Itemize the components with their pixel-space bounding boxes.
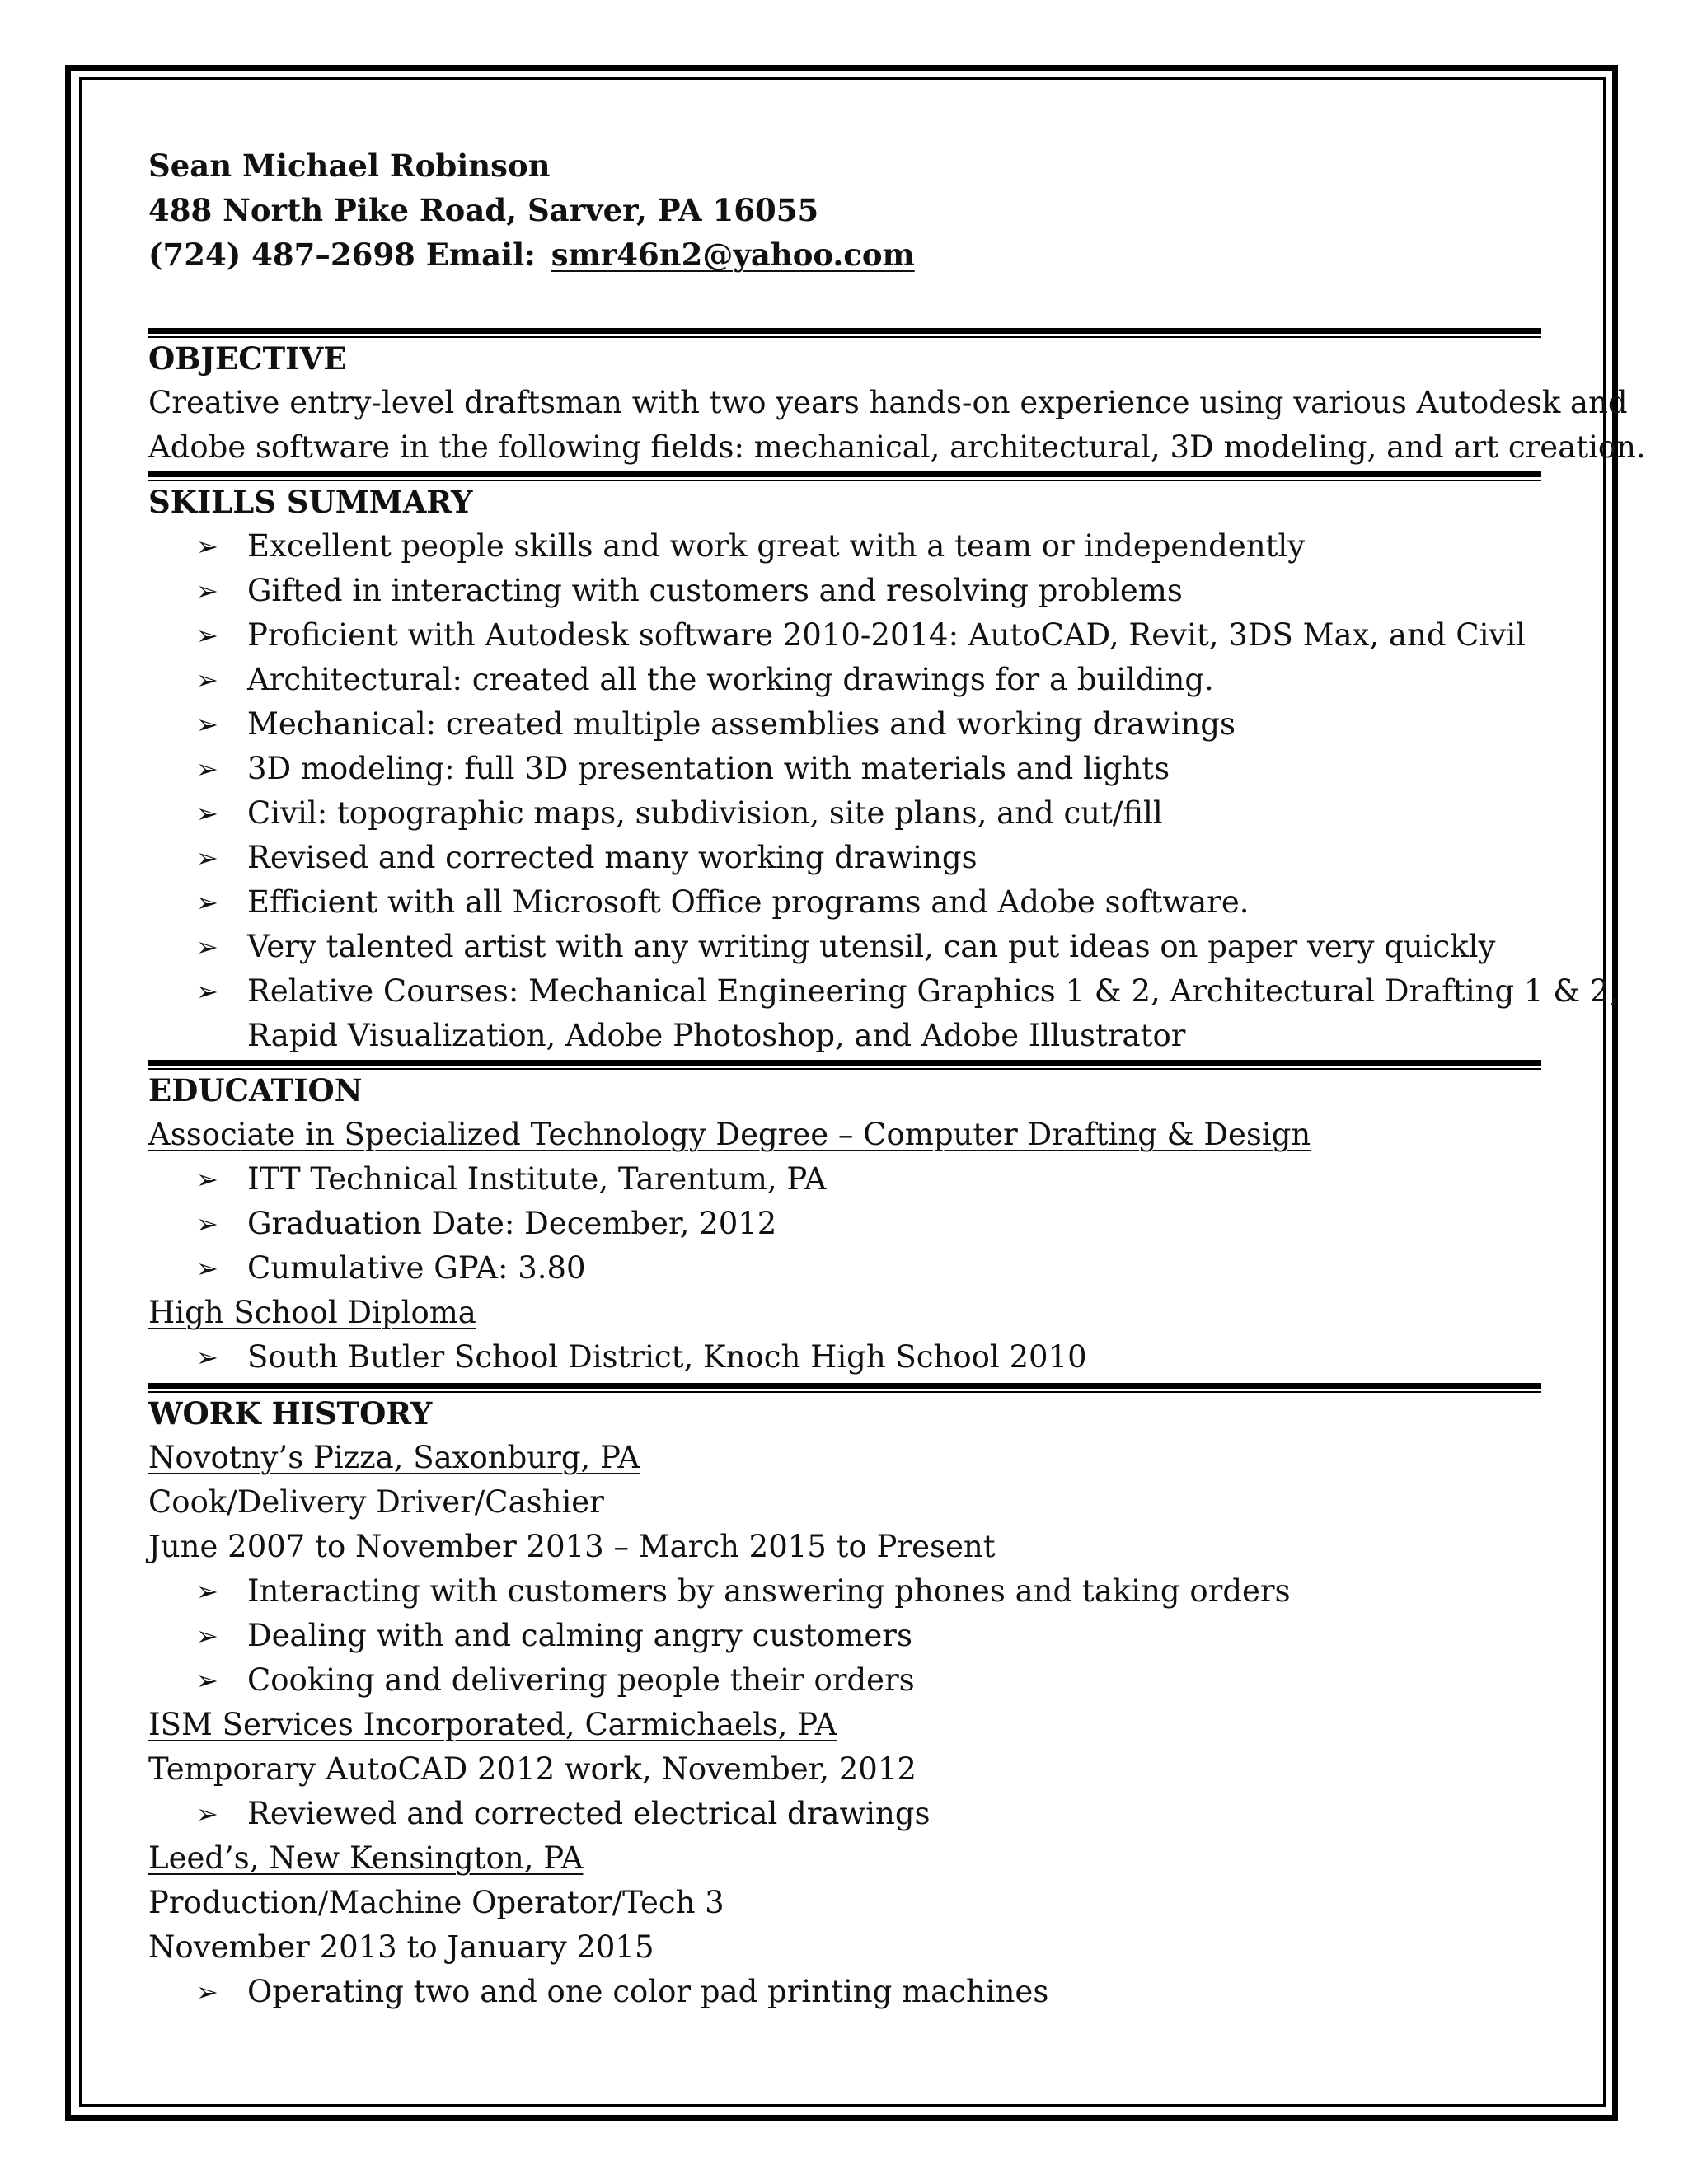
email-link[interactable]: smr46n2@yahoo.com — [551, 237, 915, 273]
job-1-duty-item: Cooking and delivering people their orders — [247, 1662, 915, 1698]
bullet-arrow-icon: ➢ — [196, 1798, 218, 1830]
contact-line — [148, 234, 915, 275]
skills-item: Revised and corrected many working drawings — [247, 840, 978, 875]
job-3-employer: Leed’s, New Kensington, PA — [148, 1840, 584, 1876]
divider-skills — [148, 471, 1541, 481]
bullet-arrow-icon: ➢ — [196, 798, 218, 829]
skills-item: Gifted in interacting with customers and resolving problems — [247, 573, 1183, 608]
degree-item: Graduation Date: December, 2012 — [247, 1206, 777, 1241]
job-2-role: Temporary AutoCAD 2012 work, November, 2012 — [148, 1751, 917, 1787]
job-2-duty-item: Reviewed and corrected electrical drawings — [247, 1796, 931, 1831]
bullet-arrow-icon: ➢ — [196, 664, 218, 696]
skills-item: Architectural: created all the working drawings for a building. — [247, 662, 1214, 697]
job-3-dates: November 2013 to January 2015 — [148, 1929, 654, 1965]
divider-education — [148, 1060, 1541, 1070]
bullet-arrow-icon: ➢ — [196, 709, 218, 740]
degree-item: Cumulative GPA: 3.80 — [247, 1250, 586, 1286]
divider-work-history — [148, 1383, 1541, 1393]
bullet-arrow-icon: ➢ — [196, 1164, 218, 1195]
skills-item: Excellent people skills and work great with a team or independently — [247, 528, 1306, 564]
job-3-duty-item: Operating two and one color pad printing machines — [247, 1974, 1049, 2009]
job-1-employer: Novotny’s Pizza, Saxonburg, PA — [148, 1440, 640, 1475]
skills-item: Mechanical: created multiple assemblies and working drawings — [247, 706, 1236, 742]
bullet-arrow-icon: ➢ — [196, 976, 218, 1007]
bullet-arrow-icon: ➢ — [196, 1665, 218, 1696]
diploma-item: South Butler School District, Knoch High School 2010 — [247, 1339, 1087, 1375]
job-3-role: Production/Machine Operator/Tech 3 — [148, 1885, 724, 1920]
bullet-arrow-icon: ➢ — [196, 1620, 218, 1652]
job-1-duty-item: Interacting with customers by answering phones and taking orders — [247, 1573, 1291, 1609]
bullet-arrow-icon: ➢ — [196, 842, 218, 874]
job-1-role: Cook/Delivery Driver/Cashier — [148, 1484, 604, 1520]
objective-text-line-2: Adobe software in the following fields: mechanical, architectural, 3D modeling, and art creation. — [148, 429, 1646, 465]
job-2-employer: ISM Services Incorporated, Carmichaels, PA — [148, 1707, 837, 1742]
job-1-dates: June 2007 to November 2013 – March 2015 to Present — [148, 1529, 996, 1564]
bullet-arrow-icon: ➢ — [196, 1976, 218, 2008]
skills-item: Very talented artist with any writing utensil, can put ideas on paper very quickly — [247, 929, 1496, 964]
bullet-arrow-icon: ➢ — [196, 931, 218, 963]
applicant-address: 488 North Pike Road, Sarver, PA 16055 — [148, 192, 819, 228]
job-1-duty-item: Dealing with and calming angry customers — [247, 1618, 912, 1653]
diploma-title: High School Diploma — [148, 1295, 476, 1330]
skills-item: Efficient with all Microsoft Office programs and Adobe software. — [247, 884, 1250, 920]
divider-objective — [148, 328, 1541, 338]
work-history-heading: WORK HISTORY — [148, 1395, 433, 1432]
bullet-arrow-icon: ➢ — [196, 887, 218, 918]
skills-item: Proficient with Autodesk software 2010-2014: AutoCAD, Revit, 3DS Max, and Civil — [247, 617, 1526, 653]
bullet-arrow-icon: ➢ — [196, 620, 218, 651]
degree-item: ITT Technical Institute, Tarentum, PA — [247, 1161, 827, 1197]
bullet-arrow-icon: ➢ — [196, 1208, 218, 1240]
skills-item-continuation: Rapid Visualization, Adobe Photoshop, and Adobe Illustrator — [247, 1018, 1186, 1053]
degree-title: Associate in Specialized Technology Degree – Computer Drafting & Design — [148, 1117, 1311, 1152]
skills-item: 3D modeling: full 3D presentation with materials and lights — [247, 751, 1170, 786]
bullet-arrow-icon: ➢ — [196, 531, 218, 562]
bullet-arrow-icon: ➢ — [196, 753, 218, 785]
phone-and-email-label: (724) 487–2698 Email: — [148, 237, 536, 273]
objective-text-line-1: Creative entry-level draftsman with two years hands-on experience using various Autodesk and — [148, 385, 1628, 420]
objective-heading: OBJECTIVE — [148, 340, 347, 377]
skills-item: Relative Courses: Mechanical Engineering Graphics 1 & 2, Architectural Drafting 1 & 2, — [247, 973, 1620, 1009]
bullet-arrow-icon: ➢ — [196, 1253, 218, 1284]
skills-item: Civil: topographic maps, subdivision, site plans, and cut/fill — [247, 795, 1163, 831]
bullet-arrow-icon: ➢ — [196, 1576, 218, 1607]
bullet-arrow-icon: ➢ — [196, 575, 218, 607]
applicant-name: Sean Michael Robinson — [148, 148, 551, 184]
bullet-arrow-icon: ➢ — [196, 1342, 218, 1373]
education-heading: EDUCATION — [148, 1072, 363, 1108]
skills-heading: SKILLS SUMMARY — [148, 484, 473, 520]
